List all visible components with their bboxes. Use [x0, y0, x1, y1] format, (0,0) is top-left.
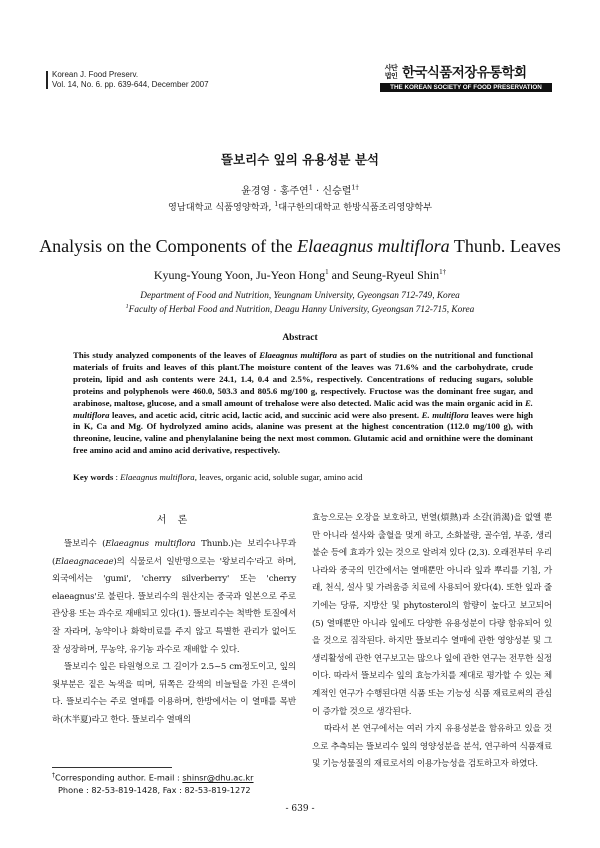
intro-column-left — [52, 536, 296, 730]
journal-citation — [52, 70, 209, 90]
authors-english: Kyung-Young Yoon, Ju-Yeon Hong$^1$ and Seung-Ryeul Shin$^{1\dagger}$ — [153, 268, 447, 282]
title-korean: 뜰보리수 잎의 유용성분 분석 — [221, 152, 379, 167]
intro-paragraph-1: 뜰보리수 (Elaeagnus multiflora Thunb.)는 보리수나무과 (Elaeagnaceae)의 식물로서 일반명으로는 '왕보리수'라고 하며, 외국에서는 'gumi', 'cherry silverberry' 또는 'cherry elaeagnus'로 불린다. 뜰보리수의 원산지는 중국과 일본으로 주로 관상용 또는 과수로 재배되고 있다(1). 뜰보리수는 척박한 토질에서 잘 자라며, 농약이나 화학비료를 주지 않고 특별한 관리가 없어도 잘 성장하며, 무농약, 유기농 과수로 재배할 수 있다. — [52, 539, 296, 655]
species-name: Elaeagnus multiflora — [297, 236, 450, 256]
author-2-ko: 홍주연 — [279, 186, 309, 197]
citation-bar — [46, 71, 48, 89]
affiliation-english-2: $^1$Faculty of Herbal Food and Nutrition, Deagu Hanny University, Gyeongsan 712-715, Korea — [125, 304, 475, 316]
footnote — [52, 770, 254, 796]
journal-volume: Vol. 14, No. 6. pp. 639-644, December 2007 — [52, 80, 209, 89]
contact-phone: Phone : 82-53-819-1428, Fax : 82-53-819-1272 — [58, 784, 251, 795]
society-logo — [380, 64, 552, 92]
page-number: - 639 - — [285, 804, 315, 814]
author-3-en: Seung-Ryeul Shin — [351, 268, 440, 282]
affiliation-korean: 영남대학교 식품영양학과, $^1$대구한의대학교 한방식품조리영양학부 — [167, 200, 433, 213]
keywords-label: Key words — [73, 472, 114, 482]
society-name-en: THE KOREAN SOCIETY OF FOOD PRESERVATION — [380, 83, 552, 92]
intro-paragraph-4: 따라서 본 연구에서는 여러 가지 유용성분을 함유하고 있을 것으로 추측되는 뜰보리수 잎의 영양성분을 분석, 연구하여 식품재료 및 기능성물질의 재료로서의 이용가능성을 검토하고자 하였다. — [312, 724, 552, 770]
intro-paragraph-3: 효능으로는 오장을 보호하고, 번열(煩熱)과 소갈(消渴)을 없앨 뿐만 아니라 설사와 출혈을 멎게 하고, 소화불량, 골수염, 부종, 생리불순 등에 효과가 있는 것으로 알려져 있다 (2,3). 오래전부터 우리나라와 중국의 민간에서는 열매뿐만 아니라 잎과 뿌리를 기침, 가래, 천식, 설사 및 가려움증 치료에 사용되어 왔다(4). 또한 잎과 줄기에는 당류, 지방산 및 phytosterol의 함량이 높다고 보고되어(5) 열매뿐만 아니라 잎에도 다양한 유용성분이 다량 함유되어 있을 것으로 짐작된다. 하지만 뜰보리수 열매에 관한 영양성분 및 그 생리활성에 관한 연구보고는 많으나 잎에 관한 연구는 전무한 실정이다. 따라서 뜰보리수 잎의 효능가치를 제대로 평가할 수 있는 체계적인 연구가 수행된다면 식품 또는 기능성 식품 재료로써의 관심이 증가할 것으로 생각된다. — [312, 513, 552, 717]
intro-column-right — [312, 510, 552, 774]
authors-korean: 윤경영 · 홍주연$^1$ · 신승렬$^{1\dagger}$ — [241, 183, 359, 197]
email-link[interactable]: shinsr@dhu.ac.kr — [182, 772, 254, 783]
society-name-ko: 한국식품저장유통학회 — [402, 65, 527, 81]
journal-name: Korean J. Food Preserv. — [52, 70, 139, 79]
corresponding-author: †Corresponding author. E-mail : shinsr@dhu.ac.kr — [52, 772, 254, 783]
intro-paragraph-2: 뜰보리수 잎은 타원형으로 그 길이가 2.5~5 cm정도이고, 잎의 윗부분은 짙은 녹색을 띠며, 뒤쪽은 갈색의 비늘털을 가진 은색이다. 뜰보리수는 주로 열매를 이용하며, 한방에서는 이 열매를 목반하(木半夏)라고 한다. 뜰보리수 열매의 — [52, 662, 296, 725]
author-2-en: Ju-Yeon Hong — [256, 268, 326, 282]
author-3-ko: 신승렬 — [322, 186, 352, 197]
society-mark: 사단 법인 — [384, 64, 398, 80]
abstract-heading: Abstract — [282, 333, 318, 343]
section-title-introduction: 서 론 — [156, 515, 192, 526]
affiliation-english-1: Department of Food and Nutrition, Yeungnam University, Gyeongsan 712-749, Korea — [140, 291, 460, 301]
author-1-ko: 윤경영 — [241, 186, 271, 197]
abstract-body: This study analyzed components of the leaves of Elaeagnus multiflora as part of studies on the nutritional and functional materials of fruits and leaves of this plant.The moisture content of the leaves was 71.6% and the carbohydrate, crude protein, lipid and ash contents were 24.1, 1.4, 0.4 and 2.5%, respectively. Concentrations of reducing sugars, soluble proteins and polyphenols were 460.0, 503.3 and 805.6 mg/100 g, respectively. Fructose was the dominant free sugar, and arabinose, maltose, glucose, and a small amount of trehalose were also detected. Malic acid was the main organic acid in E. multiflora leaves, and acetic acid, citric acid, lactic acid, and succinic acid were also present. E. multiflora leaves were high in K, Ca and Mg. Of hydrolyzed amino acids, alanine was present at the highest concentration (112.0 mg/100 g), with threonine, leucine, valine and phenylalanine being the next most common. Glutamic acid and ornithine were the dominant free amino acid and amino acid derivative, respectively. — [73, 350, 533, 456]
keywords: Key words : Elaeagnus multiflora, leaves, organic acid, soluble sugar, amino acid — [73, 472, 363, 482]
footnote-rule — [52, 767, 172, 768]
author-1-en: Kyung-Young Yoon, — [153, 268, 256, 282]
title-english: Analysis on the Components of the Elaeagnus multiflora Thunb. Leaves — [39, 236, 561, 256]
